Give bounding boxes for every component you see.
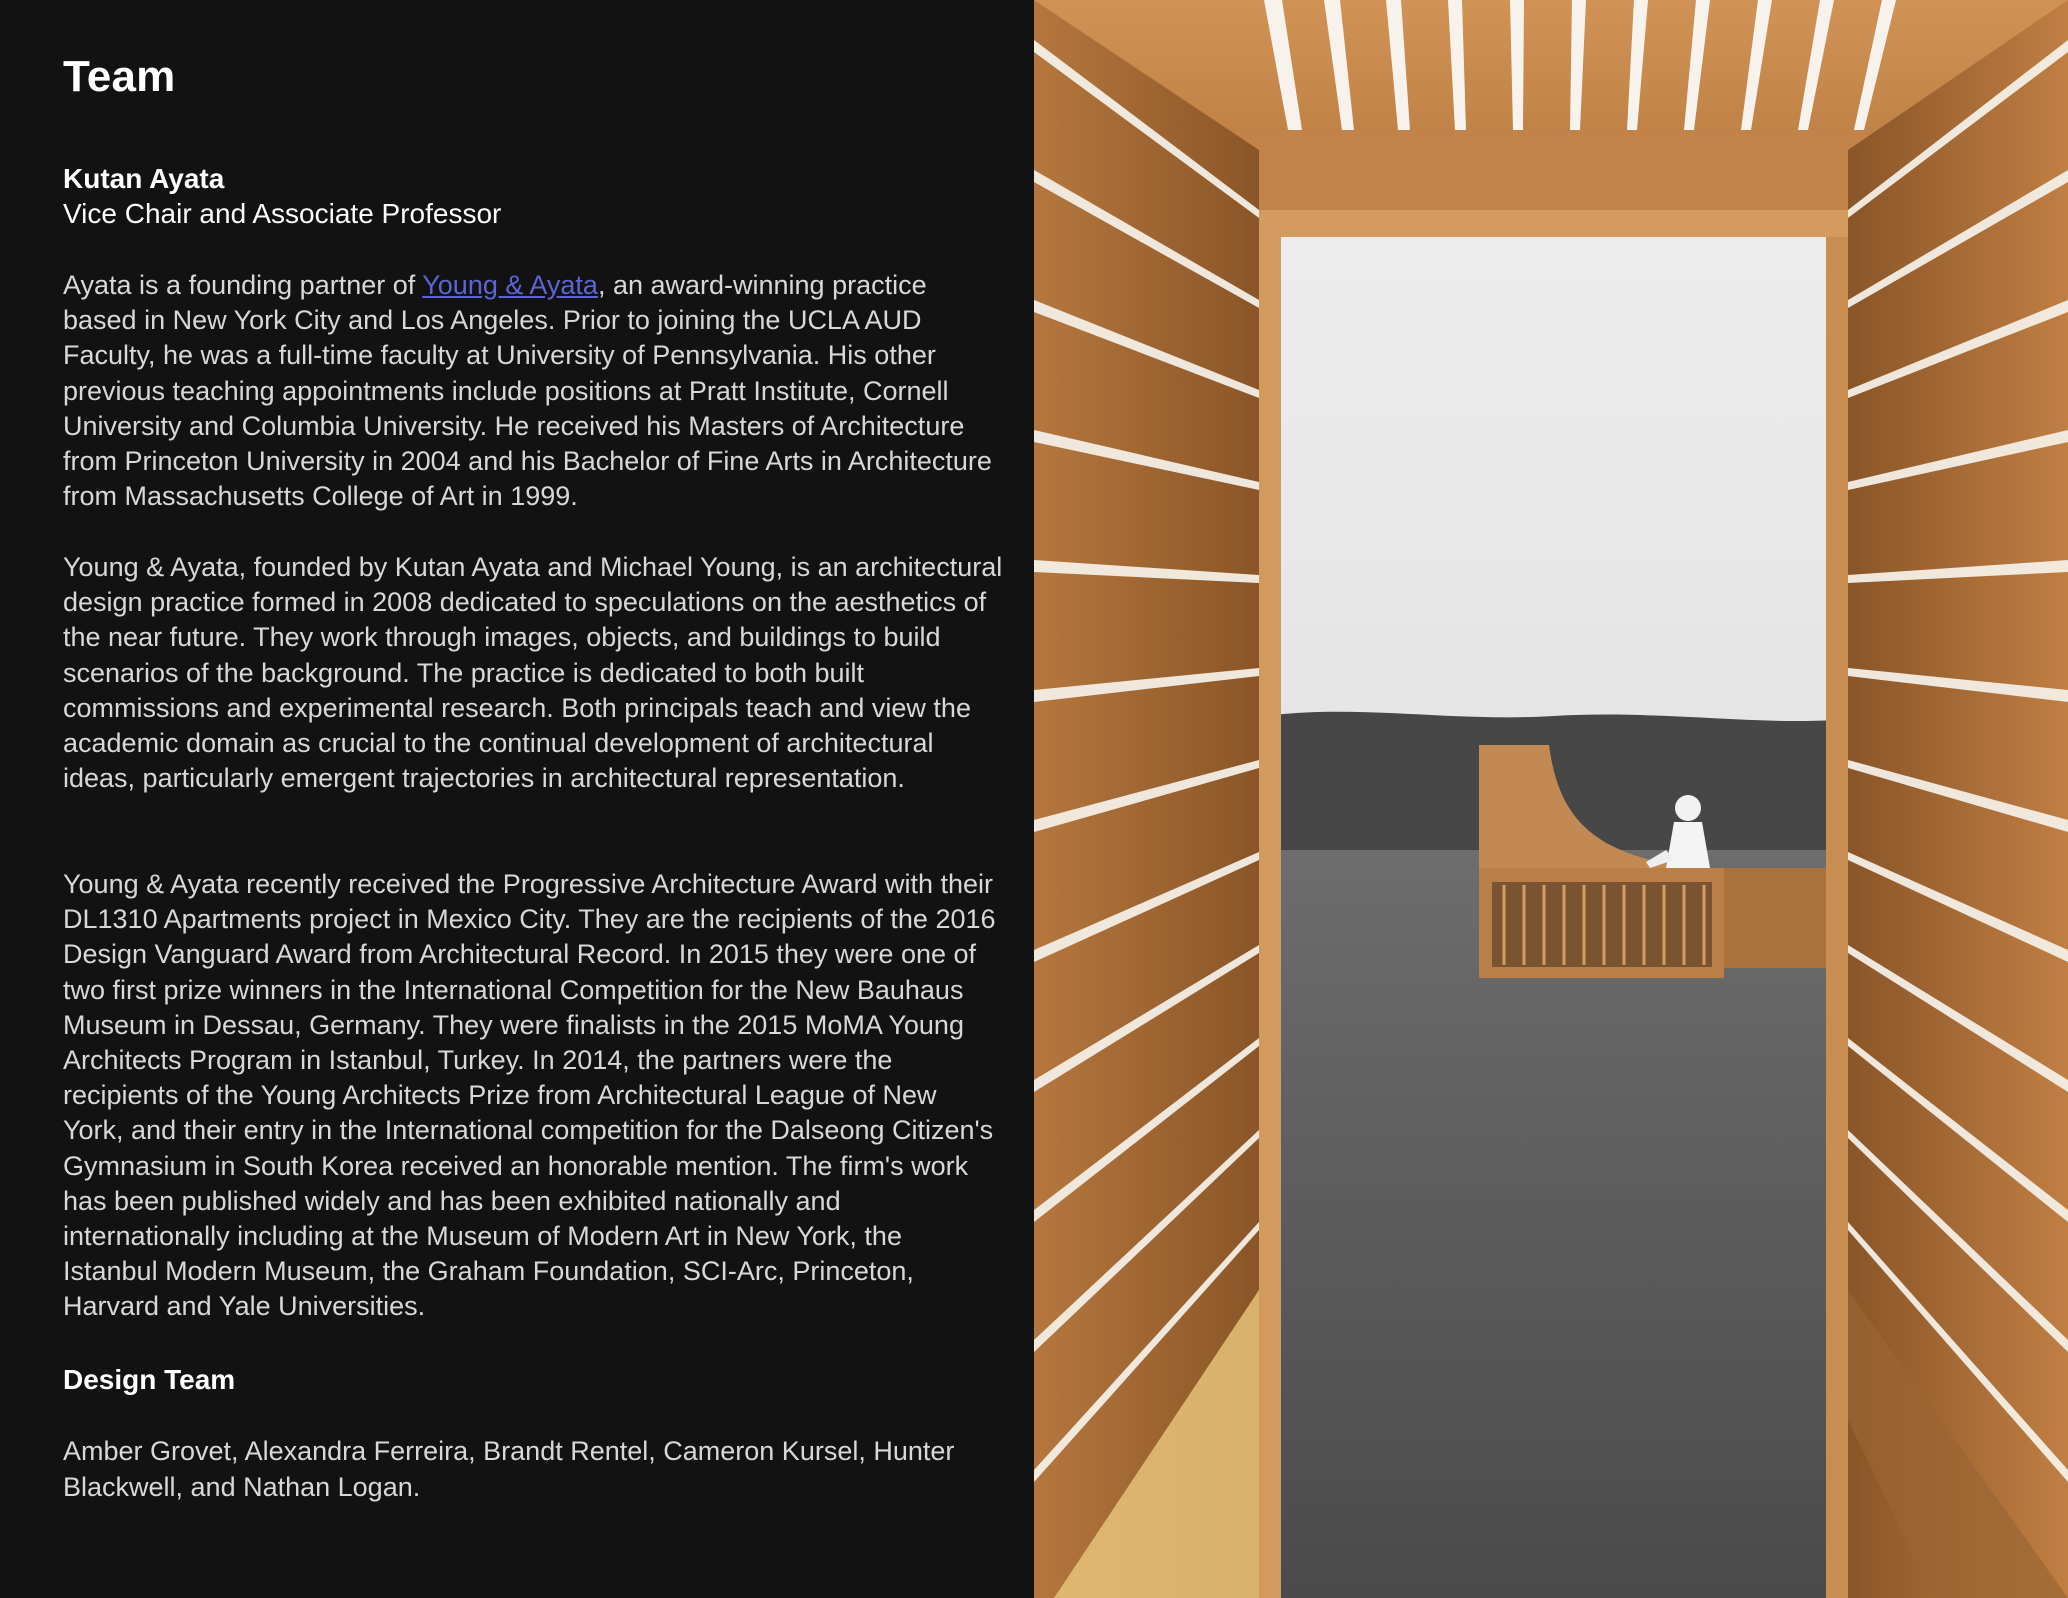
person-role: Vice Chair and Associate Professor	[63, 198, 502, 229]
page-title: Team	[63, 52, 176, 101]
bio-paragraph-1-lead: Ayata is a founding partner of	[63, 270, 423, 300]
young-ayata-link[interactable]: Young & Ayata	[422, 270, 598, 300]
design-team-heading: Design Team	[63, 1364, 236, 1395]
person-name: Kutan Ayata	[63, 163, 225, 194]
design-team-members: Amber Grovet, Alexandra Ferreira, Brandt Rentel, Cameron Kursel, Hunter Blackwell, and Nathan Logan.	[63, 1436, 955, 1502]
bio-paragraph-3: Young & Ayata recently received the Progressive Architecture Award with their DL1310 Apartments project in Mexico City. They are the recipients of the 2016 Design Vanguard Award from Architectural Record. In 2015 they were one of two first prize winners in the International Competition for the New Bauhaus Museum in Dessau, Germany. They were finalists in the 2015 MoMA Young Architects Program in Istanbul, Turkey. In 2014, the partners were the recipients of the Young Architects Prize from Architectural League of New York, and their entry in the International competition for the Dalseong Citizen's Gymnasium in South Korea received an honorable mention. The firm's work has been published widely and has been exhibited nationally and internationally including at the Museum of Modern Art in New York, the Istanbul Modern Museum, the Graham Foundation, SCI-Arc, Princeton, Harvard and Yale Universities.	[63, 869, 996, 1322]
pavilion-photo-illustration	[1034, 0, 2068, 1598]
bio-paragraph-2: Young & Ayata, founded by Kutan Ayata and Michael Young, is an architectural design practice formed in 2008 dedicated to speculations on the aesthetics of the near future. They work through images, objects, and buildings to build scenarios of the background. The practice is dedicated to both built commissions and experimental research. Both principals teach and view the academic domain as crucial to the continual development of architectural ideas, particularly emergent trajectories in architectural representation.	[63, 552, 1003, 794]
bio-paragraph-1-rest: , an award-winning practice based in New York City and Los Angeles. Prior to joining the UCLA AUD Faculty, he was a full-time faculty at University of Pennsylvania. His other previous teaching appointments include positions at Pratt Institute, Cornell University and Columbia University. He received his Masters of Architecture from Princeton University in 2004 and his Bachelor of Fine Arts in Architecture from Massachusetts College of Art in 1999.	[63, 270, 992, 512]
bio-paragraph-1	[63, 268, 1003, 514]
pavilion-photo	[1034, 0, 2068, 1598]
